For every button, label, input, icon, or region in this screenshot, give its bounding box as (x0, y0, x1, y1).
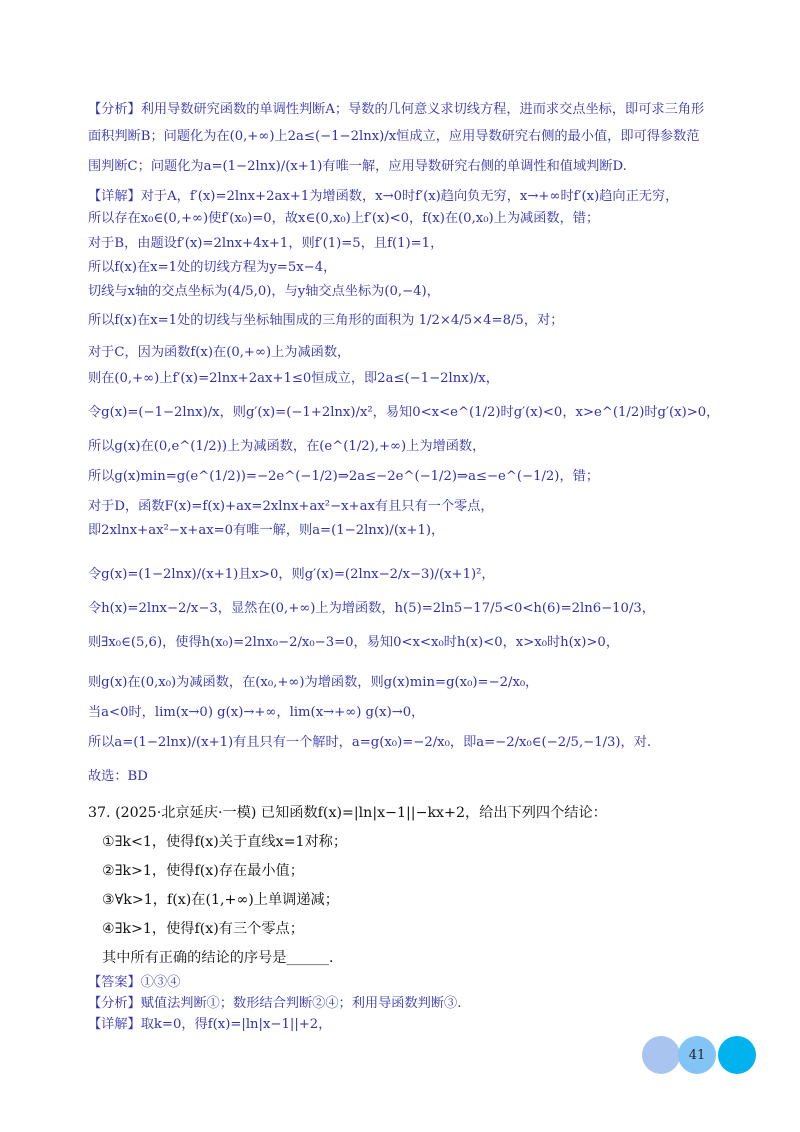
solution-line: 所以a=(1−2lnx)/(x+1)有且只有一个解时，a=g(x₀)=−2/x₀，即a=−2/x₀∈(−2/5,−1/3)，对. (88, 735, 652, 750)
question-prompt: 其中所有正确的结论的序号是______. (102, 950, 334, 966)
option-1: ①∃k<1，使得f(x)关于直线x=1对称； (102, 834, 348, 850)
solution-line: 所以g(x)在(0,e^(1/2))上为减函数，在(e^(1/2),+∞)上为增函数， (88, 439, 486, 454)
solution-line: 对于B，由题设f′(x)=2lnx+4x+1，则f′(1)=5，且f(1)=1， (88, 236, 444, 251)
decorative-circle (642, 1036, 680, 1074)
solution-line: 切线与x轴的交点坐标为(4/5,0)，与y轴交点坐标为(0,−4)， (88, 284, 440, 299)
answer-line: 【答案】①③④ (88, 975, 181, 990)
option-2: ②∃k>1，使得f(x)存在最小值； (102, 863, 304, 879)
solution-line: 所以g(x)min=g(e^(1/2))=−2e^(−1/2)⇒2a≤−2e^(−1/2)⇒a≤−e^(−1/2)，错； (88, 469, 600, 484)
solution-line: 令g(x)=(1−2lnx)/(x+1)且x>0，则g′(x)=(2lnx−2/x−3)/(x+1)²， (88, 567, 495, 582)
solution-line: 对于D，函数F(x)=f(x)+ax=2xlnx+ax²−x+ax有且只有一个零点， (88, 499, 494, 514)
solution-line: 围判断C；问题化为a=(1−2lnx)/(x+1)有唯一解，应用导数研究右侧的单调性和值域判断D. (88, 159, 627, 174)
solution-line: 对于C，因为函数f(x)在(0,+∞)上为减函数， (88, 345, 351, 360)
solution-line: 则∃x₀∈(5,6)，使得h(x₀)=2lnx₀−2/x₀−3=0，易知0<x<x₀时h(x)<0，x>x₀时h(x)>0， (88, 635, 620, 650)
detail-line: 【详解】取k=0，得f(x)=|ln|x−1||+2， (88, 1017, 332, 1032)
analysis-line: 【分析】赋值法判断①；数形结合判断②④；利用导函数判断③. (88, 996, 462, 1011)
solution-line: 令g(x)=(−1−2lnx)/x，则g′(x)=(−1+2lnx)/x²，易知0<x<e^(1/2)时g′(x)<0，x>e^(1/2)时g′(x)>0， (88, 405, 720, 420)
solution-line: 【详解】对于A，f′(x)=2lnx+2ax+1为增函数，x→0时f′(x)趋向负无穷，x→+∞时f′(x)趋向正无穷， (88, 189, 679, 204)
solution-line: 令h(x)=2lnx−2/x−3，显然在(0,+∞)上为增函数，h(5)=2ln5−17/5<0<h(6)=2ln6−10/3， (88, 601, 655, 616)
option-4: ④∃k>1，使得f(x)有三个零点； (102, 921, 304, 937)
solution-line: 面积判断B；问题化为在(0,+∞)上2a≤(−1−2lnx)/x恒成立，应用导数研究右侧的最小值，即可得参数范 (88, 129, 700, 144)
solution-line: 故选：BD (88, 769, 148, 784)
page-number-badge (640, 1036, 760, 1076)
solution-line: 所以存在x₀∈(0,+∞)使f′(x₀)=0，故x∈(0,x₀)上f′(x)<0，f(x)在(0,x₀)上为减函数，错； (88, 211, 600, 226)
solution-line: 所以f(x)在x=1处的切线方程为y=5x−4， (88, 260, 337, 275)
solution-line: 当a<0时，lim(x→0) g(x)→+∞，lim(x→+∞) g(x)→0， (88, 705, 425, 720)
solution-line: 则在(0,+∞)上f′(x)=2lnx+2ax+1≤0恒成立，即2a≤(−1−2lnx)/x， (88, 371, 499, 386)
decorative-circle (718, 1036, 756, 1074)
page-number-circle (678, 1036, 716, 1074)
solution-line: 则g(x)在(0,x₀)为减函数，在(x₀,+∞)为增函数，则g(x)min=g(x₀)=−2/x₀， (88, 675, 539, 690)
question-header: 37. (2025·北京延庆·一模) 已知函数f(x)=|ln|x−1||−kx+2，给出下列四个结论： (88, 805, 607, 821)
page-number: 41 (688, 1047, 706, 1063)
solution-line: 即2xlnx+ax²−x+ax=0有唯一解，则a=(1−2lnx)/(x+1)， (88, 523, 445, 538)
solution-line: 所以f(x)在x=1处的切线与坐标轴围成的三角形的面积为 1/2×4/5×4=8/5，对； (88, 313, 564, 328)
option-3: ③∀k>1，f(x)在(1,+∞)上单调递减； (102, 892, 339, 908)
solution-line: 【分析】利用导数研究函数的单调性判断A；导数的几何意义求切线方程，进而求交点坐标，即可求三角形 (88, 102, 705, 117)
